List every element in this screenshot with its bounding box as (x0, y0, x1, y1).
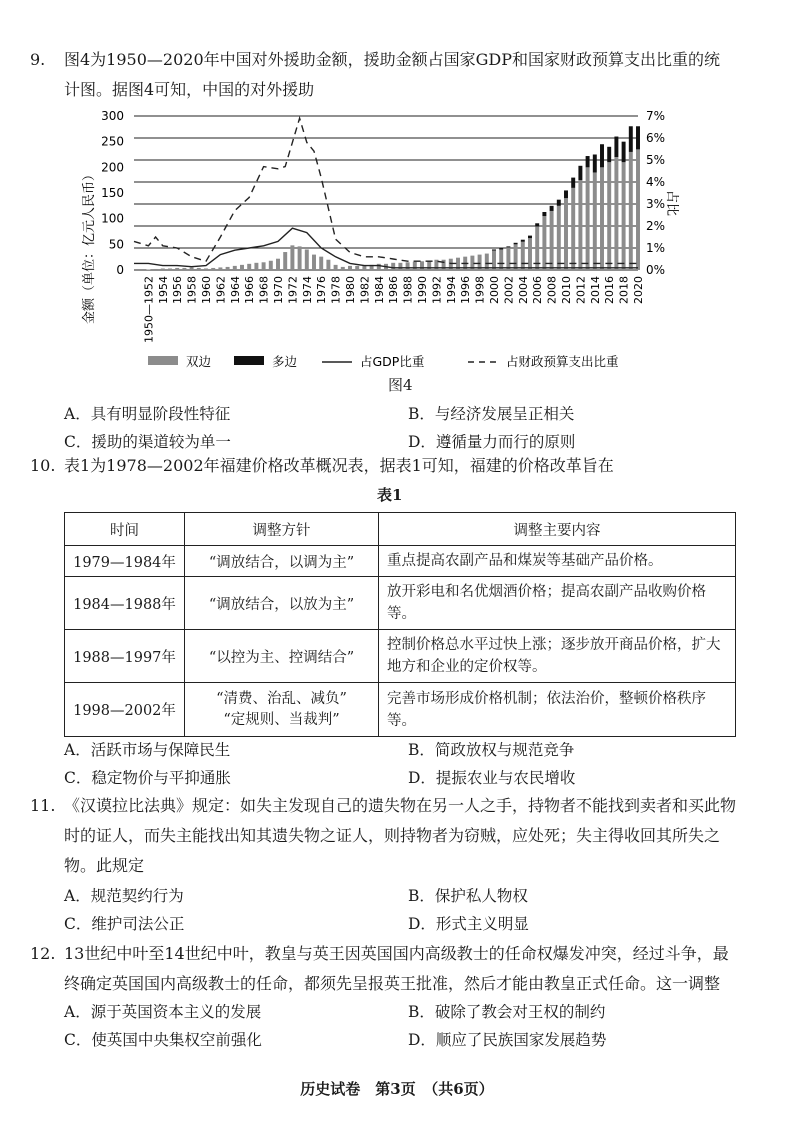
y-tick-label: 150 (101, 186, 124, 200)
x-tick-label: 1986 (387, 276, 401, 304)
bar-bilateral (290, 245, 294, 270)
legend-bilateral-label: 双边 (186, 354, 212, 369)
bar-multilateral (550, 206, 554, 211)
bar-multilateral (514, 243, 518, 245)
bar-bilateral (262, 262, 266, 270)
bar-multilateral (521, 240, 525, 242)
x-tick-label: 1968 (257, 276, 271, 304)
table-cell-content: 重点提高农副产品和煤炭等基础产品价格。 (379, 546, 736, 577)
bar-multilateral (622, 142, 626, 163)
x-tick-label: 1966 (243, 276, 257, 304)
q11-option-a[interactable]: A．规范契约行为 (64, 887, 184, 905)
q10-option-c[interactable]: C．稳定物价与平抑通胀 (64, 769, 231, 787)
q10-stem (30, 452, 614, 480)
chart-ylabel: 金额（单位：亿元人民币） (82, 167, 97, 324)
bar-bilateral (499, 249, 503, 270)
q12-option-c[interactable]: C．使英国中央集权空前强化 (64, 1031, 262, 1049)
table-cell-policy: “调放结合，以放为主” (185, 577, 379, 630)
x-tick-label: 1972 (286, 276, 300, 304)
page-footer: 历史试卷 第3页 （共6页） (300, 1080, 494, 1098)
bar-bilateral (427, 261, 431, 270)
x-tick-label: 1998 (473, 276, 487, 304)
table-header: 时间 (65, 513, 185, 546)
q11-line3: 物。此规定 (64, 856, 145, 875)
bar-multilateral (571, 178, 575, 188)
chart-grid (134, 116, 638, 270)
x-tick-label: 2008 (545, 276, 559, 304)
legend-gdp-share-label: 占GDP比重 (360, 354, 425, 369)
legend-multilateral-swatch (234, 356, 264, 365)
bar-bilateral (240, 265, 244, 270)
bar-bilateral (182, 268, 186, 270)
x-tick-label: 1992 (430, 276, 444, 304)
line-budget-share (134, 118, 638, 263)
bar-bilateral (571, 188, 575, 270)
table-row (65, 577, 736, 630)
q12-option-d[interactable]: D．顺应了民族国家发展趋势 (408, 1031, 607, 1049)
bar-bilateral (146, 269, 150, 270)
x-tick-label: 1954 (156, 276, 170, 304)
bar-multilateral (535, 223, 539, 226)
bar-bilateral (233, 266, 237, 270)
y-tick-label: 50 (108, 237, 124, 252)
bar-bilateral (413, 262, 417, 270)
q9-option-b[interactable]: B．与经济发展呈正相关 (408, 405, 575, 423)
bar-multilateral (629, 126, 633, 152)
legend-budget-share-label: 占财政预算支出比重 (506, 354, 619, 369)
bar-multilateral (506, 246, 510, 247)
x-tick-label: 1976 (315, 276, 329, 304)
y-tick-label: 100 (101, 211, 124, 226)
table-row (65, 546, 736, 577)
bar-bilateral (204, 268, 208, 270)
bar-multilateral (614, 137, 618, 158)
x-tick-label: 1958 (185, 276, 199, 304)
table-cell-policy: “以控为主、控调结合” (185, 630, 379, 683)
bar-bilateral (168, 268, 172, 270)
bar-bilateral (269, 261, 273, 270)
bar-bilateral (319, 257, 323, 270)
bar-bilateral (636, 149, 640, 270)
q10-option-d[interactable]: D．提振农业与农民增收 (408, 769, 576, 787)
q12-line1: 13世纪中叶至14世纪中叶，教皇与英王因英国国内高级教士的任命权爆发冲突，经过斗争，最 (64, 944, 729, 963)
x-tick-label: 2006 (531, 276, 545, 304)
x-tick-label: 2012 (574, 276, 588, 304)
bar-bilateral (197, 268, 201, 270)
bar-bilateral (334, 265, 338, 270)
bar-bilateral (312, 255, 316, 270)
bar-bilateral (355, 266, 359, 270)
bar-multilateral (593, 155, 597, 173)
y-tick-label: 300 (101, 109, 124, 123)
bar-bilateral (406, 262, 410, 270)
bar-multilateral (492, 249, 496, 250)
q9-stem (30, 46, 720, 74)
bar-bilateral (298, 246, 302, 270)
table-cell-content: 控制价格总水平过快上涨；逐步放开商品价格，扩大地方和企业的定价权等。 (379, 630, 736, 683)
q10-line1: 表1为1978—2002年福建价格改革概况表，据表1可知，福建的价格改革旨在 (64, 456, 614, 475)
chart-lines (134, 118, 638, 268)
x-tick-label: 2004 (516, 276, 530, 304)
x-tick-label: 1984 (372, 276, 386, 304)
bar-bilateral (506, 247, 510, 270)
bar-bilateral (593, 172, 597, 270)
q11-stem (30, 792, 736, 820)
bar-bilateral (326, 260, 330, 270)
bar-multilateral (578, 166, 582, 180)
x-tick-label: 2000 (488, 276, 501, 304)
table-cell-content: 完善市场形成价格机制；依法治价，整顿价格秩序等。 (379, 683, 736, 737)
x-tick-label: 2020 (632, 276, 645, 304)
figure-caption: 图4 (388, 376, 413, 394)
q9-line2: 计图。据图4可知，中国的对外援助 (64, 80, 315, 99)
table-header: 调整方针 (185, 513, 379, 546)
bar-multilateral (586, 156, 590, 167)
table-row (65, 630, 736, 683)
table-cell-time: 1979—1984年 (65, 546, 185, 577)
q10-option-a[interactable]: A．活跃市场与保障民生 (64, 741, 231, 759)
bar-multilateral (499, 248, 503, 249)
q10-number: 10. (30, 456, 56, 475)
bar-bilateral (578, 180, 582, 270)
bar-bilateral (211, 268, 215, 270)
bar-bilateral (377, 264, 381, 270)
bar-multilateral (564, 190, 568, 198)
q12-option-a[interactable]: A．源于英国资本主义的发展 (64, 1003, 262, 1021)
x-tick-label: 1996 (459, 276, 473, 304)
bar-bilateral (528, 238, 532, 270)
x-tick-label: 1970 (272, 276, 285, 304)
x-tick-label: 2018 (617, 276, 631, 304)
x-tick-label: 1982 (358, 276, 372, 304)
bar-bilateral (161, 268, 165, 270)
bar-bilateral (607, 162, 611, 270)
bar-bilateral (614, 157, 618, 270)
bar-bilateral (586, 167, 590, 270)
q12-option-b[interactable]: B．破除了教会对王权的制约 (408, 1003, 606, 1021)
bar-bilateral (629, 152, 633, 270)
y2-tick-label: 1% (646, 241, 666, 255)
x-tick-label: 1956 (171, 276, 185, 304)
x-tick-label: 2016 (603, 276, 617, 304)
bar-bilateral (190, 267, 194, 270)
table-header: 调整主要内容 (379, 513, 736, 546)
aid-chart (20, 104, 700, 384)
x-tick-label: 1960 (200, 276, 213, 304)
bar-bilateral (557, 206, 561, 270)
q12-line2: 终确定英国国内高级教士的任命，都须先呈报英王批准，然后才能由教皇正式任命。这一调整 (64, 974, 721, 993)
table-title: 表1 (377, 486, 403, 504)
table-row (65, 683, 736, 737)
bar-multilateral (528, 236, 532, 239)
bar-bilateral (218, 267, 222, 270)
bar-bilateral (542, 216, 546, 270)
y2-tick-label: 4% (646, 175, 666, 189)
bar-multilateral (607, 147, 611, 162)
q11-option-c[interactable]: C．维护司法公正 (64, 915, 185, 933)
y-tick-label: 0 (116, 263, 124, 277)
bar-bilateral (492, 250, 496, 270)
x-tick-label: 1964 (228, 276, 242, 304)
y-tick-label: 200 (101, 160, 124, 175)
x-tick-label: 1990 (416, 276, 429, 304)
q9-number: 9. (30, 50, 46, 69)
q12-stem (30, 940, 729, 968)
q11-option-d[interactable]: D．形式主义明显 (408, 915, 529, 933)
bar-bilateral (362, 266, 366, 270)
chart-y2label: 占比 (664, 190, 679, 217)
bar-bilateral (391, 263, 395, 270)
bar-multilateral (557, 200, 561, 206)
bar-bilateral (521, 242, 525, 270)
bar-multilateral (636, 126, 640, 149)
bar-bilateral (550, 211, 554, 270)
y2-tick-label: 2% (646, 219, 666, 233)
q11-option-b[interactable]: B．保护私人物权 (408, 887, 528, 905)
y2-tick-label: 6% (646, 131, 666, 145)
bar-bilateral (600, 167, 604, 270)
bar-bilateral (226, 267, 230, 270)
bar-bilateral (175, 268, 179, 270)
bar-bilateral (341, 267, 345, 270)
y2-tick-label: 0% (646, 263, 666, 277)
x-tick-label: 2002 (502, 276, 516, 304)
legend-multilateral-label: 多边 (272, 354, 298, 369)
q9-option-d[interactable]: D．遵循量力而行的原则 (408, 433, 576, 451)
bar-bilateral (247, 264, 251, 270)
table-cell-policy: “调放结合，以调为主” (185, 546, 379, 577)
bar-bilateral (276, 259, 280, 270)
bar-bilateral (420, 261, 424, 270)
y2-tick-label: 7% (646, 109, 666, 123)
q9-option-a[interactable]: A．具有明显阶段性特征 (64, 405, 231, 423)
x-tick-label: 1994 (444, 276, 458, 304)
chart-legend (148, 354, 619, 369)
bar-bilateral (622, 162, 626, 270)
bar-bilateral (398, 263, 402, 270)
x-tick-label: 2010 (560, 276, 573, 304)
y2-tick-label: 5% (646, 153, 666, 167)
table-cell-time: 1984—1988年 (65, 577, 185, 630)
bar-bilateral (254, 263, 258, 270)
table-cell-policy: “清费、治乱、减负” “定规则、当裁判” (185, 683, 379, 737)
x-tick-label: 2014 (588, 276, 602, 304)
q11-line1: 《汉谟拉比法典》规定：如失主发现自己的遗失物在另一人之手，持物者不能找到卖者和买此物 (64, 796, 737, 815)
q9-line1: 图4为1950—2020年中国对外援助金额，援助金额占国家GDP和国家财政预算支出比重的统 (64, 50, 720, 69)
y-tick-label: 250 (101, 134, 124, 149)
y2-tick-label: 3% (646, 197, 666, 211)
bar-bilateral (564, 198, 568, 270)
legend-bilateral-swatch (148, 356, 178, 365)
q12-number: 12. (30, 944, 56, 963)
q11-line2: 时的证人，而失主能找出知其遗失物之证人，则持物者为窃贼，应处死；失主得收回其所失之 (64, 826, 721, 845)
bar-bilateral (283, 252, 287, 270)
x-tick-label: 1974 (300, 276, 314, 304)
x-tick-label: 1988 (401, 276, 415, 304)
bar-multilateral (542, 212, 546, 216)
price-reform-table (64, 512, 736, 737)
q9-option-c[interactable]: C．援助的渠道较为单一 (64, 433, 231, 451)
q10-option-b[interactable]: B．简政放权与规范竞争 (408, 741, 575, 759)
q11-number: 11. (30, 796, 56, 815)
x-tick-label: 1962 (214, 276, 228, 304)
bar-bilateral (514, 244, 518, 270)
table-header-row (65, 513, 736, 546)
table-cell-time: 1998—2002年 (65, 683, 185, 737)
bar-multilateral (600, 144, 604, 167)
table-cell-content: 放开彩电和名优烟酒价格；提高农副产品收购价格等。 (379, 577, 736, 630)
x-tick-label: 1980 (344, 276, 357, 304)
bar-bilateral (348, 266, 352, 270)
table-cell-time: 1988—1997年 (65, 630, 185, 683)
x-tick-label: 1950—1952 (142, 276, 156, 343)
x-tick-label: 1978 (329, 276, 343, 304)
bar-bilateral (305, 249, 309, 270)
bar-bilateral (154, 269, 158, 270)
